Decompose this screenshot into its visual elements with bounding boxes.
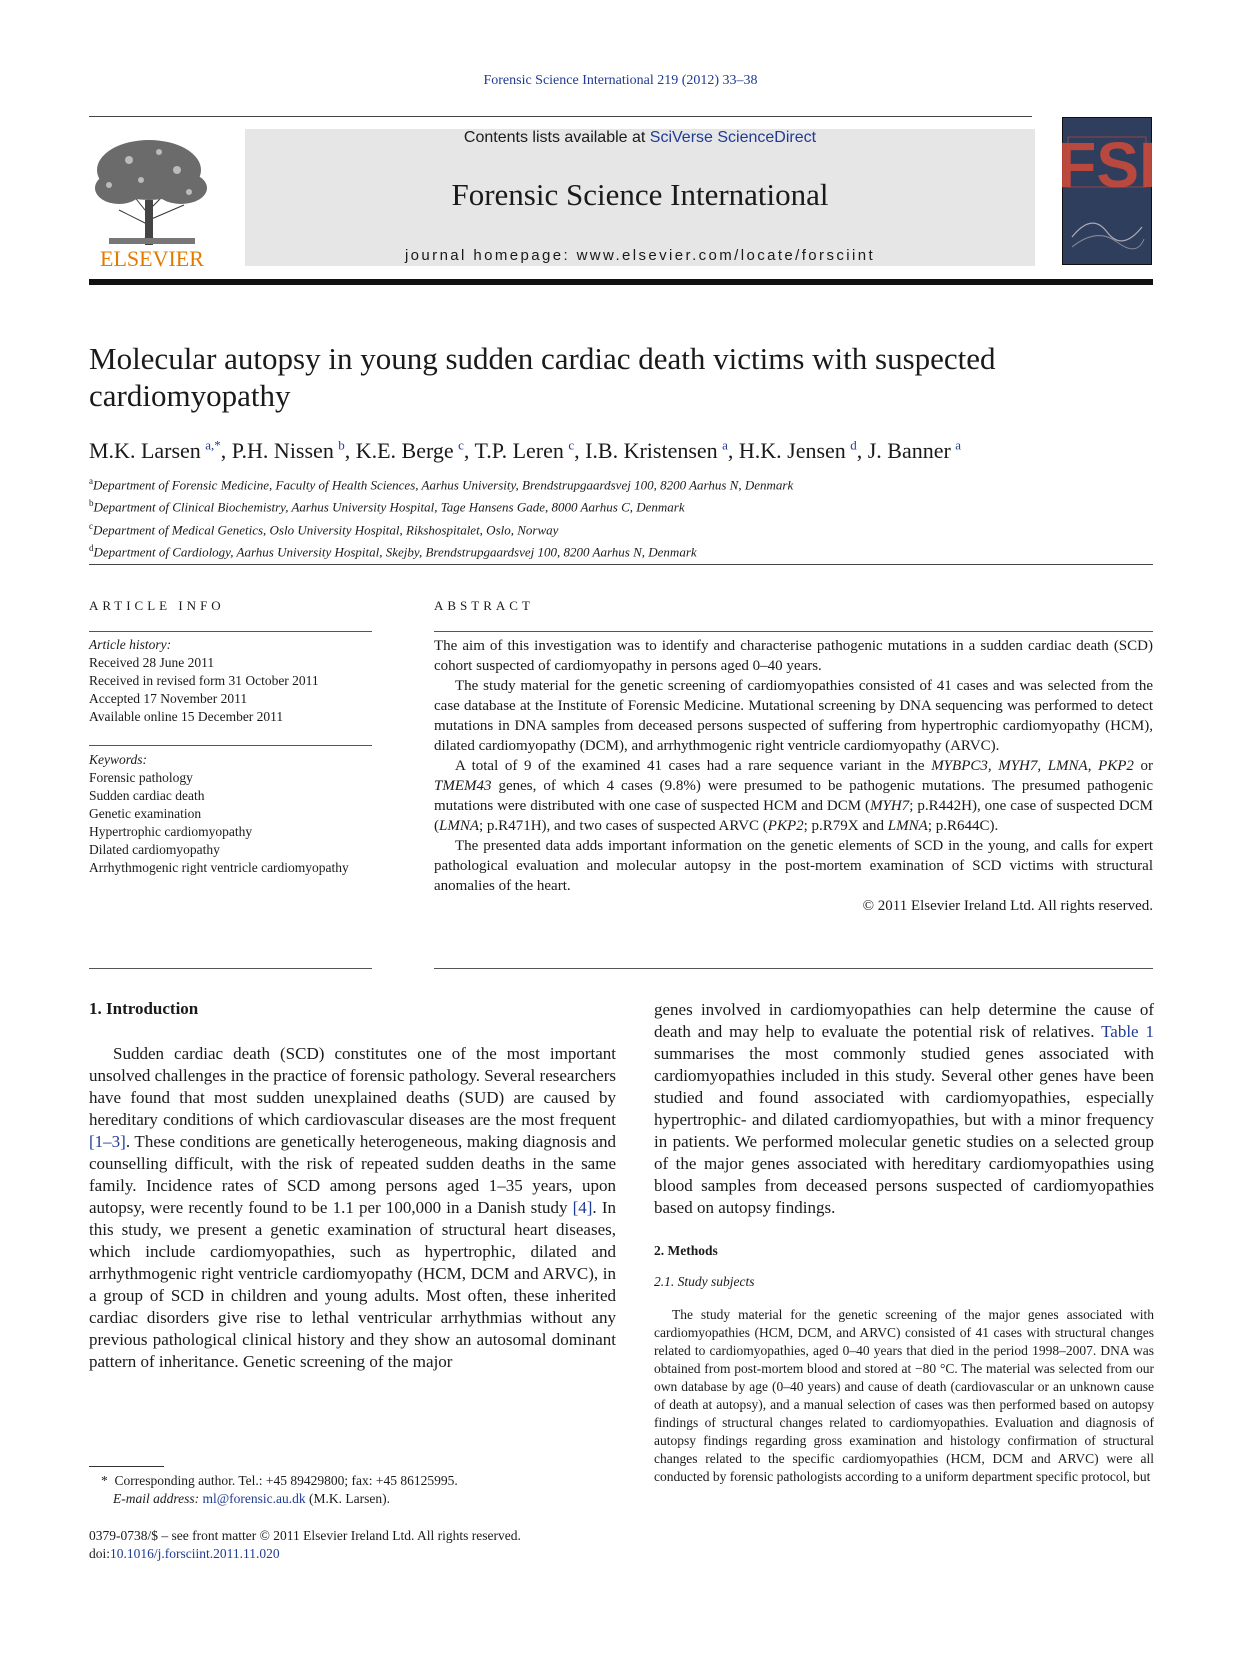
author: M.K. Larsen $^{a,*}$, bbox=[89, 438, 232, 464]
keywords bbox=[89, 751, 372, 877]
elsevier-logo bbox=[89, 130, 215, 270]
author: J. Banner $^a$ bbox=[867, 438, 961, 464]
intro-paragraph: Sudden cardiac death (SCD) constitutes one of the most important unsolved challenges in the practice of forensic pathology. Several researchers have found that most sudden unexplained deaths (SUD) are caused by hereditary conditions of which cardiovascular diseases are the most frequent [1–3]. These conditions are genetically heterogeneous, making diagnosis and counselling difficult, with the risk of repeated sudden deaths in the same family. Incidence rates of SCD among persons aged 1–35 years, upon autopsy, were recently found to be 1.1 per 100,000 in a Danish study [4]. In this study, we present a genetic examination of structural heart diseases, which include cardiomyopathies, such as hypertrophic, dilated and arrhythmogenic right ventricle cardiomyopathy (HCM, DCM and ARVC), in a group of SCD in children and young adults. Most often, these inherited cardiac disorders give rise to lethal ventricular arrhythmias without any previous pathological clinical history and they show an autosomal dominant pattern of inheritance. Genetic screening of the major bbox=[89, 1044, 616, 1371]
affiliation: $^b$Department of Clinical Biochemistry, Aarhus University Hospital, Tage Hansens Gade, 8000 Aarhus C, Denmark bbox=[89, 498, 685, 515]
subjects-heading: 2.1. Study subjects bbox=[654, 1274, 755, 1289]
author: P.H. Nissen $^b$, bbox=[231, 438, 356, 464]
email-label: E-mail address: bbox=[113, 1491, 200, 1506]
affiliation-rule bbox=[89, 564, 1153, 565]
abstract-paragraph: A total of 9 of the examined 41 cases had a rare sequence variant in the MYBPC3, MYH7, LMNA, PKP2 or TMEM43 genes, of which 4 cases (9.8%) were presumed to be pathogenic mutations. The presumed pathogenic mutations were distributed with one case of suspected HCM and DCM (MYH7; p.R442H), one case of suspected DCM (LMNA; p.R471H), and two cases of suspected ARVC (PKP2; p.R79X and LMNA; p.R644C). bbox=[434, 758, 1153, 834]
history-label: Article history: bbox=[89, 637, 172, 652]
contents-prefix: Contents lists available at bbox=[463, 129, 650, 146]
header-thick-rule bbox=[89, 279, 1153, 285]
author: T.P. Leren $^c$, bbox=[474, 438, 586, 464]
history-item: Accepted 17 November 2011 bbox=[89, 691, 248, 706]
footnote-marker: * bbox=[101, 1473, 108, 1488]
table-link[interactable]: Table 1 bbox=[1101, 1022, 1155, 1041]
author-list bbox=[89, 432, 1149, 465]
elsevier-wordmark: ELSEVIER bbox=[100, 246, 204, 270]
citation-link[interactable]: [4] bbox=[572, 1198, 593, 1217]
intro-heading: 1. Introduction bbox=[89, 999, 199, 1018]
article-info-label: ARTICLE INFO bbox=[89, 598, 225, 613]
info-rule bbox=[89, 745, 372, 746]
intro-paragraph: genes involved in cardiomyopathies can help determine the cause of death and may help to evaluate the potential risk of relatives. Table 1 summarises the most commonly studied genes associated with cardiomyopathies included in this study. Several other genes have been studied and found associated with cardiomyopathies, especially hypertrophic- and dilated cardiomyopathies, but with a minor frequency in patients. We performed molecular genetic studies on a selected group of the major genes associated with hereditary cardiomyopathies using blood samples from deceased persons suspected of cardiomyopathies based on autopsy findings. bbox=[654, 1000, 1155, 1217]
header-rule bbox=[89, 116, 1032, 117]
article-history bbox=[89, 636, 372, 726]
abstract-body bbox=[434, 636, 1153, 916]
doi-link[interactable]: 10.1016/j.forsciint.2011.11.020 bbox=[110, 1546, 280, 1561]
author: I.B. Kristensen $^a$, bbox=[585, 438, 739, 464]
email-link[interactable]: ml@forensic.au.dk bbox=[202, 1491, 306, 1506]
elsevier-tree-icon bbox=[89, 130, 215, 270]
doi-line: doi:10.1016/j.forsciint.2011.11.020 bbox=[89, 1546, 280, 1561]
methods-paragraph: The study material for the genetic screening of the major genes associated with cardiomyopathies (HCM, DCM, and ARVC) consisted of 41 cases with structural changes related to cardiomyopathies, aged 0–40 years that died in the period 1998–2007. DNA was obtained from post-mortem blood and stored at −80 °C. The material was selected from our own database by age (0–40 years) and cause of death (cardiovascular or an unknown cause of death at autopsy), and a manual selection of cases was then performed based on autopsy findings of structural changes related to cardiomyopathies. Evaluation and diagnosis of autopsy findings regarding gross examination and histology confirmation of structural changes related to the specific cardiomyopathies (HCM, DCM and ARVC) were all conducted by forensic pathologists according to a uniform department specific protocol, but bbox=[654, 1307, 1154, 1484]
abstract-rule bbox=[434, 968, 1153, 969]
intro-body bbox=[89, 1043, 616, 1373]
history-item: Received in revised form 31 October 2011 bbox=[89, 673, 319, 688]
author: K.E. Berge $^c$, bbox=[355, 438, 475, 464]
keyword: Genetic examination bbox=[89, 806, 202, 821]
footnote-rule bbox=[89, 1466, 164, 1467]
affiliation: $^c$Department of Medical Genetics, Oslo University Hospital, Rikshospitalet, Oslo, Norway bbox=[89, 520, 559, 537]
article-title: Molecular autopsy in young sudden cardiac death victims with suspected cardiomyopathy bbox=[89, 341, 996, 413]
contents-line bbox=[245, 129, 1035, 147]
journal-citation: Forensic Science International 219 (2012) 33–38 bbox=[483, 73, 758, 88]
abstract-rule bbox=[434, 631, 1153, 632]
cover-image-icon bbox=[1062, 117, 1152, 265]
info-rule bbox=[89, 631, 372, 632]
keyword: Dilated cardiomyopathy bbox=[89, 842, 220, 857]
front-matter-line: 0379-0738/$ – see front matter © 2011 Elsevier Ireland Ltd. All rights reserved. bbox=[89, 1528, 521, 1543]
intro-continued bbox=[654, 999, 1154, 1219]
keywords-label: Keywords: bbox=[89, 752, 147, 767]
info-rule bbox=[89, 968, 372, 969]
history-item: Available online 15 December 2011 bbox=[89, 709, 284, 724]
affiliations bbox=[89, 472, 1149, 561]
corresponding-author-note: * Corresponding author. Tel.: +45 89429800; fax: +45 86125995. E-mail address: ml@forensic.au.dk (M.K. Larsen). bbox=[101, 1473, 458, 1506]
abstract-label: ABSTRACT bbox=[434, 598, 534, 613]
abstract-paragraph: The aim of this investigation was to identify and characterise pathogenic mutations in a sudden cardiac death (SCD) cohort suspected of cardiomyopathy in persons aged 0–40 years. bbox=[434, 638, 1153, 674]
front-matter bbox=[89, 1527, 629, 1563]
affiliation: $^d$Department of Cardiology, Aarhus University Hospital, Skejby, Brendstrupgaardsvej 100, 8200 Aarhus N, Denmark bbox=[89, 542, 697, 560]
journal-name: Forensic Science International bbox=[451, 177, 829, 212]
keyword: Sudden cardiac death bbox=[89, 788, 205, 803]
sciencedirect-link[interactable]: SciVerse ScienceDirect bbox=[649, 129, 817, 146]
journal-homepage[interactable]: journal homepage: www.elsevier.com/locate/forsciint bbox=[404, 247, 876, 264]
history-item: Received 28 June 2011 bbox=[89, 655, 215, 670]
author: H.K. Jensen $^d$, bbox=[738, 438, 868, 464]
copyright-notice: © 2011 Elsevier Ireland Ltd. All rights reserved. bbox=[862, 898, 1153, 914]
keyword: Arrhythmogenic right ventricle cardiomyopathy bbox=[89, 860, 349, 875]
keyword: Forensic pathology bbox=[89, 770, 193, 785]
keyword: Hypertrophic cardiomyopathy bbox=[89, 824, 253, 839]
citation-link[interactable]: [1–3] bbox=[89, 1132, 126, 1151]
methods-heading: 2. Methods bbox=[654, 1243, 718, 1258]
journal-cover bbox=[1062, 117, 1152, 265]
abstract-paragraph: The presented data adds important information on the genetic elements of SCD in the young, and calls for expert pathological evaluation and molecular autopsy in the post-mortem examination of SCD victims with structural anomalies of the heart. bbox=[434, 838, 1153, 894]
cover-abbrev: FSI bbox=[1062, 129, 1152, 201]
methods-body bbox=[654, 1306, 1154, 1486]
affiliation: $^a$Department of Forensic Medicine, Faculty of Health Sciences, Aarhus University, Brendstrupgaardsvej 100, 8200 Aarhus N, Denmark bbox=[89, 476, 794, 493]
abstract-paragraph: The study material for the genetic screening of cardiomyopathies consisted of 41 cases and was selected from the case database at the Institute of Forensic Medicine. Mutational screening by DNA sequencing was performed to detect mutations in DNA samples from deceased persons suspected of suffering from hypertrophic cardiomyopathy (HCM), dilated cardiomyopathy (DCM), and arrhythmogenic right ventricle cardiomyopathy (ARVC). bbox=[434, 678, 1153, 754]
